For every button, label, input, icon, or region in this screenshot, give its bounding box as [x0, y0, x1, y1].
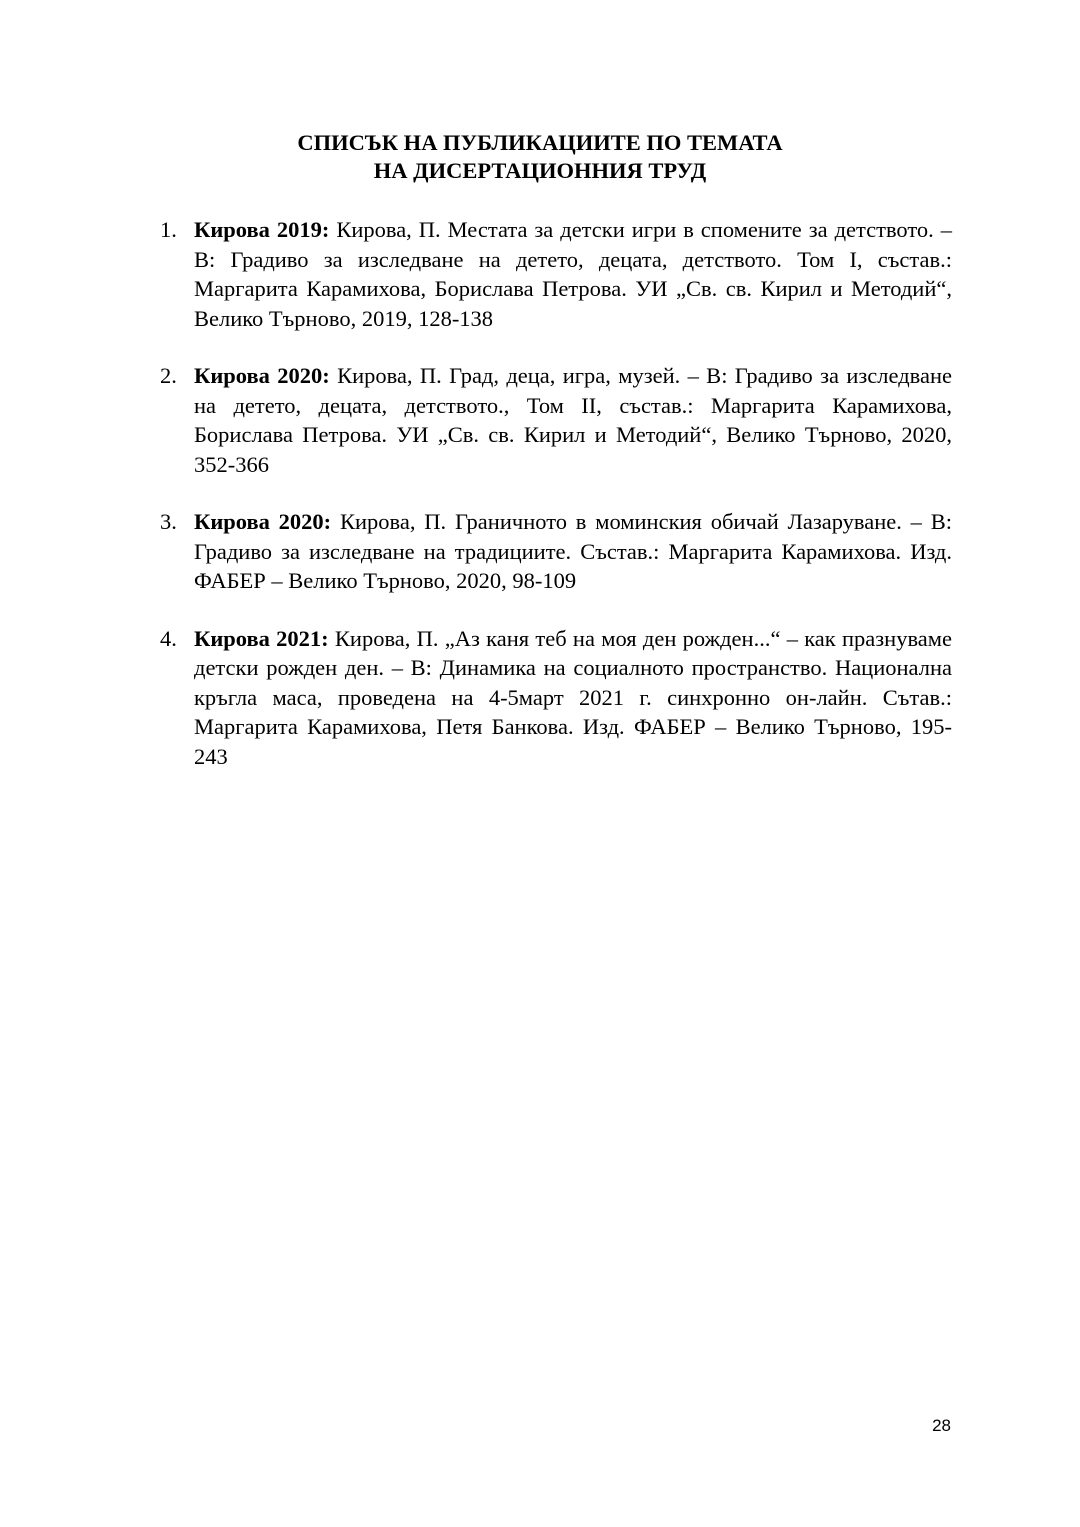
publication-text: Кирова, П. Местата за детски игри в спомените за детството. – В: Градиво за изследване на детето, децата, детството. Том I, състав.: Маргарита Карамихова, Борислава Петрова. УИ „Св. св. Кирил и Методий“, Велико Търново, 2019, 128-138	[194, 217, 952, 331]
publication-author-label: Кирова 2020:	[194, 363, 330, 388]
publication-author-label: Кирова 2019:	[194, 217, 330, 242]
publication-item	[160, 215, 952, 333]
publication-item	[160, 624, 952, 772]
title-line-1: СПИСЪК НА ПУБЛИКАЦИИТЕ ПО ТЕМАТА	[297, 130, 783, 155]
publication-number: 2.	[160, 363, 177, 388]
title-line-2: НА ДИСЕРТАЦИОННИЯ ТРУД	[373, 158, 707, 183]
publication-text: Кирова, П. „Аз каня теб на моя ден рожден...“ – как празнуваме детски рожден ден. – В: Динамика на социалното пространство. Национална кръгла маса, проведена на 4-5март 2021 г. синхронно он-лайн. Сътав.: Маргарита Карамихова, Петя Банкова. Изд. ФАБЕР – Велико Търново, 195-243	[194, 625, 952, 769]
publication-text: Кирова, П. Граничното в моминския обичай Лазаруване. – В: Градиво за изследване на традициите. Състав.: Маргарита Карамихова. Изд. ФАБЕР – Велико Търново, 2020, 98-109	[194, 509, 952, 593]
publication-text: Кирова, П. Град, деца, игра, музей. – В: Градиво за изследване на детето, децата, детството., Том II, състав.: Маргарита Карамихова, Борислава Петрова. УИ „Св. св. Кирил и Методий“, Велико Търново, 2020, 352-366	[194, 363, 952, 477]
publication-number: 3.	[160, 509, 177, 534]
publication-number: 1.	[160, 217, 177, 242]
publication-number: 4.	[160, 625, 177, 651]
publication-author-label: Кирова 2020:	[194, 509, 332, 534]
publication-item	[160, 361, 952, 479]
publication-item	[160, 507, 952, 596]
publication-list	[160, 215, 952, 771]
page-number: 28	[932, 1416, 951, 1435]
publication-author-label: Кирова 2021:	[194, 625, 329, 651]
page-title	[0, 129, 1080, 185]
